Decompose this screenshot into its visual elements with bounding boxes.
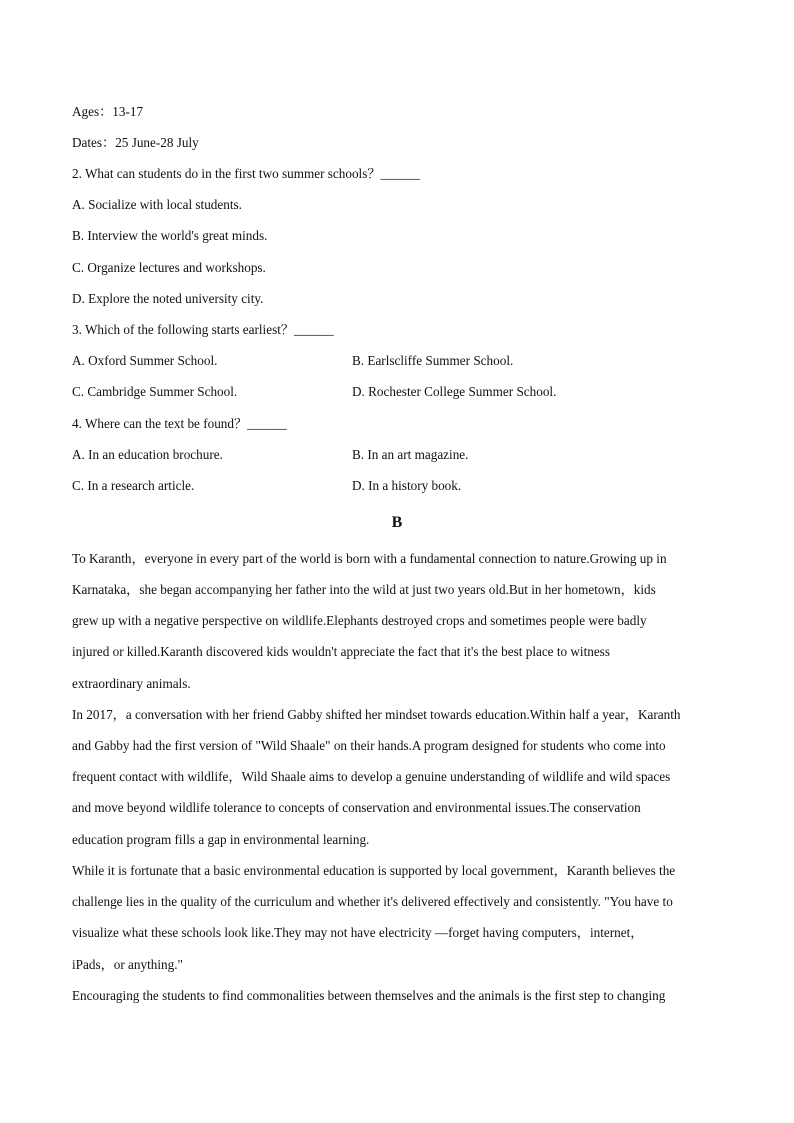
question-2-option-b: B. Interview the world's great minds. bbox=[72, 228, 268, 243]
ages-line: Ages：13-17 bbox=[72, 104, 144, 119]
question-3-option-d: D. Rochester College Summer School. bbox=[352, 384, 557, 399]
question-4-stem: 4. Where can the text be found？______ bbox=[72, 416, 287, 431]
question-4-option-a: A. In an education brochure. bbox=[72, 447, 223, 462]
passage-line: and Gabby had the first version of "Wild Shaale" on their hands.A program designed for students who come into bbox=[72, 738, 666, 753]
question-4-option-d: D. In a history book. bbox=[352, 478, 462, 493]
question-3-option-b: B. Earlscliffe Summer School. bbox=[352, 353, 514, 368]
passage-line: Karnataka，she began accompanying her father into the wild at just two years old.But in her hometown，kids bbox=[72, 582, 656, 597]
question-2-option-c: C. Organize lectures and workshops. bbox=[72, 260, 266, 275]
passage-line: While it is fortunate that a basic environmental education is supported by local government，Karanth believes the bbox=[72, 863, 676, 878]
question-4-option-c: C. In a research article. bbox=[72, 478, 195, 493]
passage-line: injured or killed.Karanth discovered kids wouldn't appreciate the fact that it's the best place to witness bbox=[72, 644, 610, 659]
passage-line: extraordinary animals. bbox=[72, 676, 191, 691]
passage-line: frequent contact with wildlife，Wild Shaale aims to develop a genuine understanding of wildlife and wild spaces bbox=[72, 769, 671, 784]
passage-line: To Karanth，everyone in every part of the world is born with a fundamental connection to nature.Growing up in bbox=[72, 551, 667, 566]
passage-line: visualize what these schools look like.They may not have electricity —forget having computers，internet， bbox=[72, 925, 644, 940]
passage-line: and move beyond wildlife tolerance to concepts of conservation and environmental issues.The conservation bbox=[72, 800, 641, 815]
question-2-option-d: D. Explore the noted university city. bbox=[72, 291, 264, 306]
question-2-stem: 2. What can students do in the first two summer schools？______ bbox=[72, 166, 421, 181]
question-2-option-a: A. Socialize with local students. bbox=[72, 197, 242, 212]
passage-line: grew up with a negative perspective on wildlife.Elephants destroyed crops and sometimes people were badly bbox=[72, 613, 647, 628]
passage-line: challenge lies in the quality of the curriculum and whether it's delivered effectively and consistently. "You have to bbox=[72, 894, 673, 909]
passage-line: iPads，or anything." bbox=[72, 957, 183, 972]
question-3-option-c: C. Cambridge Summer School. bbox=[72, 384, 238, 399]
passage-line: In 2017，a conversation with her friend Gabby shifted her mindset towards education.Within half a year，Karanth bbox=[72, 707, 681, 722]
question-3-option-a: A. Oxford Summer School. bbox=[72, 353, 218, 368]
passage-line: education program fills a gap in environmental learning. bbox=[72, 832, 370, 847]
section-heading: B bbox=[391, 514, 403, 531]
question-4-option-b: B. In an art magazine. bbox=[352, 447, 469, 462]
dates-line: Dates：25 June-28 July bbox=[72, 135, 199, 150]
question-3-stem: 3. Which of the following starts earliest？______ bbox=[72, 322, 334, 337]
passage-line: Encouraging the students to find commonalities between themselves and the animals is the first step to changing bbox=[72, 988, 666, 1003]
